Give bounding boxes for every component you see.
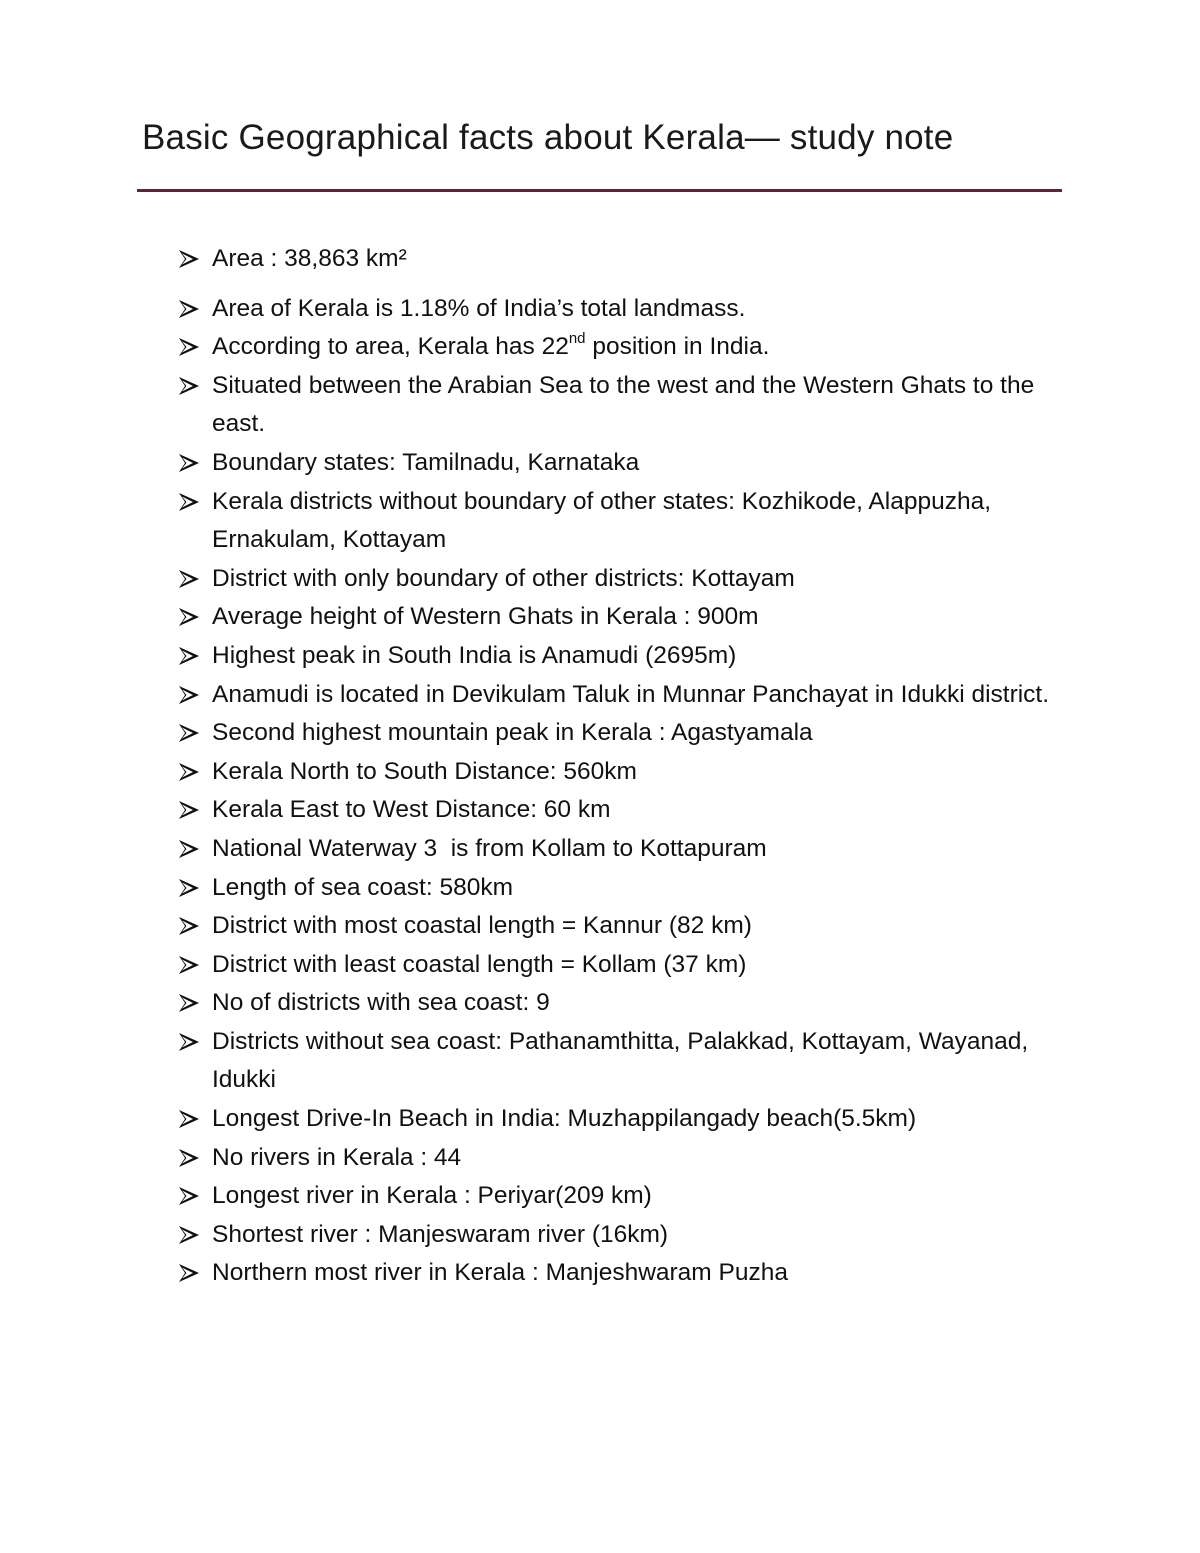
fact-text: Kerala districts without boundary of other states: Kozhikode, Alappuzha, Ernakulam, Kottayam (212, 487, 992, 554)
arrowhead-bullet-icon (178, 337, 200, 357)
fact-text: Area of Kerala is 1.18% of India’s total landmass. (212, 294, 746, 322)
fact-text-after: position in India. (585, 333, 770, 361)
fact-item (178, 830, 1068, 869)
fact-item (178, 676, 1068, 715)
title-divider (137, 189, 1062, 192)
arrowhead-bullet-icon (178, 376, 200, 396)
arrowhead-bullet-icon (178, 916, 200, 936)
arrowhead-bullet-icon (178, 1225, 200, 1245)
fact-item (178, 560, 1068, 599)
fact-text: Shortest river : Manjeswaram river (16km) (212, 1220, 669, 1248)
arrowhead-bullet-icon (178, 955, 200, 975)
arrowhead-bullet-icon (178, 1032, 200, 1052)
fact-text: Highest peak in South India is Anamudi (2695m) (212, 641, 737, 669)
arrowhead-bullet-icon (178, 839, 200, 859)
fact-text: District with only boundary of other districts: Kottayam (212, 564, 795, 592)
fact-item (178, 869, 1068, 908)
fact-text: Situated between the Arabian Sea to the west and the Western Ghats to the east. (212, 371, 1035, 438)
fact-text: Second highest mountain peak in Kerala : Agastyamala (212, 719, 813, 747)
fact-text: No rivers in Kerala : 44 (212, 1143, 462, 1171)
arrowhead-bullet-icon (178, 800, 200, 820)
fact-item (178, 1100, 1068, 1139)
arrowhead-bullet-icon (178, 646, 200, 666)
fact-item (178, 598, 1068, 637)
fact-text: Northern most river in Kerala : Manjeshwaram Puzha (212, 1259, 788, 1287)
fact-item (178, 946, 1068, 985)
fact-text: Longest river in Kerala : Periyar(209 km) (212, 1182, 652, 1210)
arrowhead-bullet-icon (178, 492, 200, 512)
fact-item (178, 637, 1068, 676)
fact-item (178, 907, 1068, 946)
fact-text: Longest Drive-In Beach in India: Muzhappilangady beach(5.5km) (212, 1105, 917, 1133)
fact-item (178, 328, 1068, 367)
fact-text: No of districts with sea coast: 9 (212, 989, 550, 1017)
fact-text: National Waterway 3 is from Kollam to Kottapuram (212, 834, 767, 862)
fact-item (178, 753, 1068, 792)
fact-item (178, 240, 1068, 279)
fact-text (212, 330, 770, 361)
arrowhead-bullet-icon (178, 1186, 200, 1206)
fact-item (178, 1216, 1068, 1255)
fact-text-before: According to area, Kerala has 22 (212, 333, 569, 361)
arrowhead-bullet-icon (178, 607, 200, 627)
fact-text: Average height of Western Ghats in Kerala : 900m (212, 603, 759, 631)
fact-item (178, 1254, 1068, 1293)
arrowhead-bullet-icon (178, 993, 200, 1013)
arrowhead-bullet-icon (178, 723, 200, 743)
arrowhead-bullet-icon (178, 878, 200, 898)
fact-text: Kerala East to West Distance: 60 km (212, 796, 611, 824)
fact-item (178, 483, 1068, 560)
fact-item (178, 1139, 1068, 1178)
arrowhead-bullet-icon (178, 685, 200, 705)
fact-item (178, 791, 1068, 830)
fact-text: Area : 38,863 km² (212, 245, 407, 272)
arrowhead-bullet-icon (178, 299, 200, 319)
ordinal-suffix: nd (568, 330, 586, 348)
fact-text: District with most coastal length = Kannur (82 km) (212, 912, 752, 940)
facts-list (178, 240, 1068, 1293)
arrowhead-bullet-icon (178, 453, 200, 473)
arrowhead-bullet-icon (178, 762, 200, 782)
fact-text: Anamudi is located in Devikulam Taluk in Munnar Panchayat in Idukki district. (212, 680, 1050, 708)
arrowhead-bullet-icon (178, 569, 200, 589)
arrowhead-bullet-icon (178, 1109, 200, 1129)
fact-item (178, 984, 1068, 1023)
fact-item (178, 714, 1068, 753)
fact-text: Boundary states: Tamilnadu, Karnataka (212, 448, 640, 476)
fact-item (178, 290, 1068, 329)
arrowhead-bullet-icon (178, 1148, 200, 1168)
fact-text: Kerala North to South Distance: 560km (212, 757, 637, 785)
page-title: Basic Geographical facts about Kerala— study note (142, 118, 954, 157)
fact-text: District with least coastal length = Kollam (37 km) (212, 950, 747, 978)
arrowhead-bullet-icon (178, 1263, 200, 1283)
fact-item (178, 1177, 1068, 1216)
arrowhead-bullet-icon (178, 249, 200, 269)
fact-text: Districts without sea coast: Pathanamthitta, Palakkad, Kottayam, Wayanad, Idukki (212, 1027, 1029, 1094)
fact-text: Length of sea coast: 580km (212, 873, 513, 901)
fact-item (178, 367, 1068, 444)
fact-item (178, 444, 1068, 483)
fact-item (178, 1023, 1068, 1100)
